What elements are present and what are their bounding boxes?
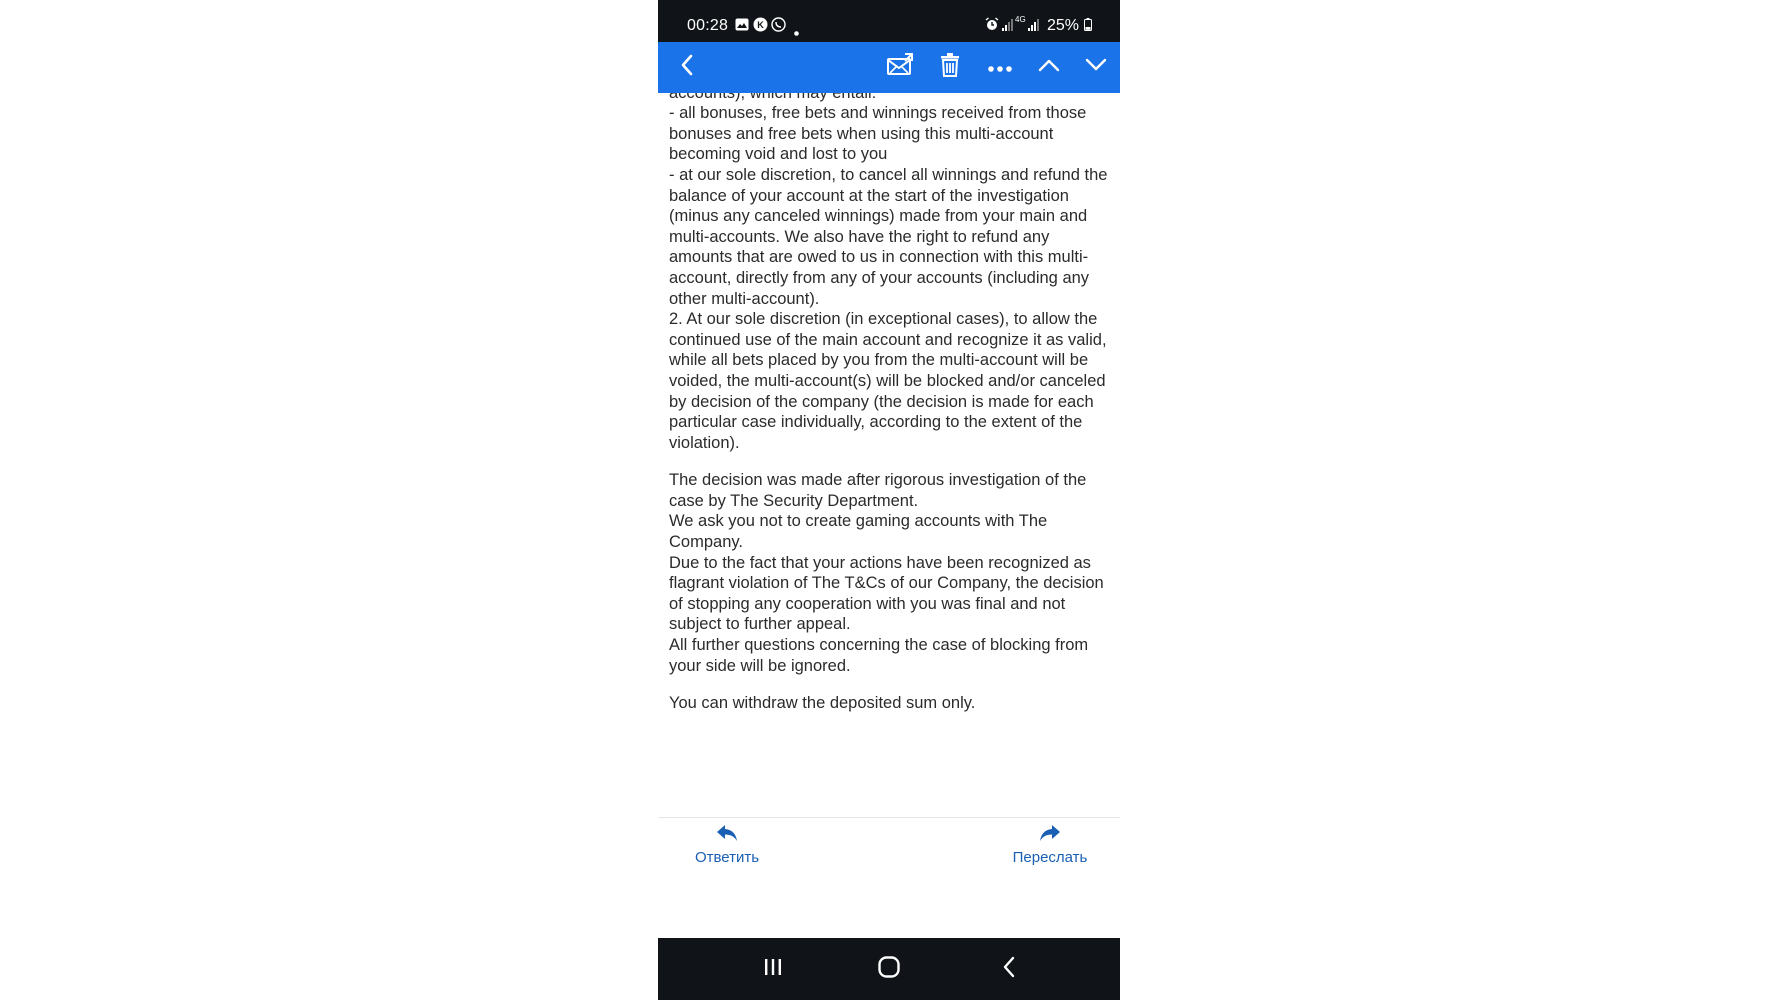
gallery-icon bbox=[735, 18, 749, 36]
status-bar bbox=[658, 0, 1120, 42]
delete-button[interactable] bbox=[932, 42, 968, 93]
system-nav-bar bbox=[658, 938, 1120, 1000]
more-button[interactable] bbox=[982, 42, 1018, 93]
next-message-button[interactable] bbox=[1078, 42, 1114, 93]
status-time: 00:28 bbox=[687, 17, 729, 34]
previous-message-button[interactable] bbox=[1031, 42, 1067, 93]
chevron-up-icon bbox=[1038, 58, 1060, 77]
back-button[interactable] bbox=[672, 42, 702, 93]
phone-screen bbox=[658, 0, 1120, 1000]
mail-paragraph: - all bonuses, free bets and winnings received from those bonuses and free bets when using this multi-account becoming void and lost to you - at our sole discretion, to cancel all winnings and refund the balance of your account at the start of the investigation (minus any canceled winnings) made from your main and multi-accounts. We also have the right to refund any amounts that are owed to us in connection with this multi-account, directly from any of your accounts (including any other multi-account). 2. At our sole discretion (in exceptional cases), to allow the continued use of the main account and recognize it as valid, while all bets placed by you from the multi-account will be voided, the multi-account(s) will be blocked and/or canceled by decision of the company (the decision is made for each particular case individually, according to the extent of the violation). bbox=[669, 104, 1108, 452]
message-toolbar bbox=[658, 42, 1120, 93]
dot-icon bbox=[794, 23, 799, 41]
actions-divider bbox=[658, 817, 1120, 818]
trash-icon bbox=[939, 53, 961, 82]
system-back-button[interactable] bbox=[984, 938, 1034, 1000]
alarm-icon bbox=[985, 17, 999, 36]
home-icon bbox=[878, 956, 900, 983]
mark-unread-button[interactable] bbox=[880, 42, 920, 93]
reply-label: Ответить bbox=[694, 849, 760, 866]
forward-label: Переслать bbox=[1012, 849, 1088, 866]
mail-body bbox=[669, 82, 1114, 714]
reply-button[interactable] bbox=[672, 824, 782, 866]
viber-icon bbox=[771, 17, 786, 37]
reply-icon bbox=[716, 829, 738, 846]
forward-icon bbox=[1039, 829, 1061, 846]
svg-text:K: K bbox=[757, 20, 764, 30]
mail-paragraph: You can withdraw the deposited sum only. bbox=[669, 694, 976, 713]
network-type-label: 4G bbox=[1015, 15, 1026, 24]
signal-icon bbox=[1002, 18, 1014, 36]
forward-button[interactable] bbox=[995, 824, 1105, 866]
more-icon bbox=[988, 59, 1012, 77]
back-nav-icon bbox=[1002, 956, 1016, 983]
battery-icon bbox=[1084, 18, 1092, 36]
mark-unread-icon bbox=[886, 53, 914, 82]
back-icon bbox=[680, 54, 694, 81]
recents-icon bbox=[763, 958, 783, 981]
recents-button[interactable] bbox=[748, 938, 798, 1000]
home-button[interactable] bbox=[864, 938, 914, 1000]
chevron-down-icon bbox=[1085, 58, 1107, 77]
signal-icon bbox=[1028, 18, 1040, 36]
mail-paragraph: The decision was made after rigorous investigation of the case by The Security Department. We ask you not to create gaming accounts with The Company. Due to the fact that your actions have been recognized as flagrant violation of The T&Cs of our Company, the decision of stopping any cooperation with you was final and not subject to further appeal. All further questions concerning the case of blocking from your side will be ignored. bbox=[669, 471, 1104, 675]
battery-percent: 25% bbox=[1047, 17, 1080, 34]
vk-icon bbox=[753, 17, 768, 37]
